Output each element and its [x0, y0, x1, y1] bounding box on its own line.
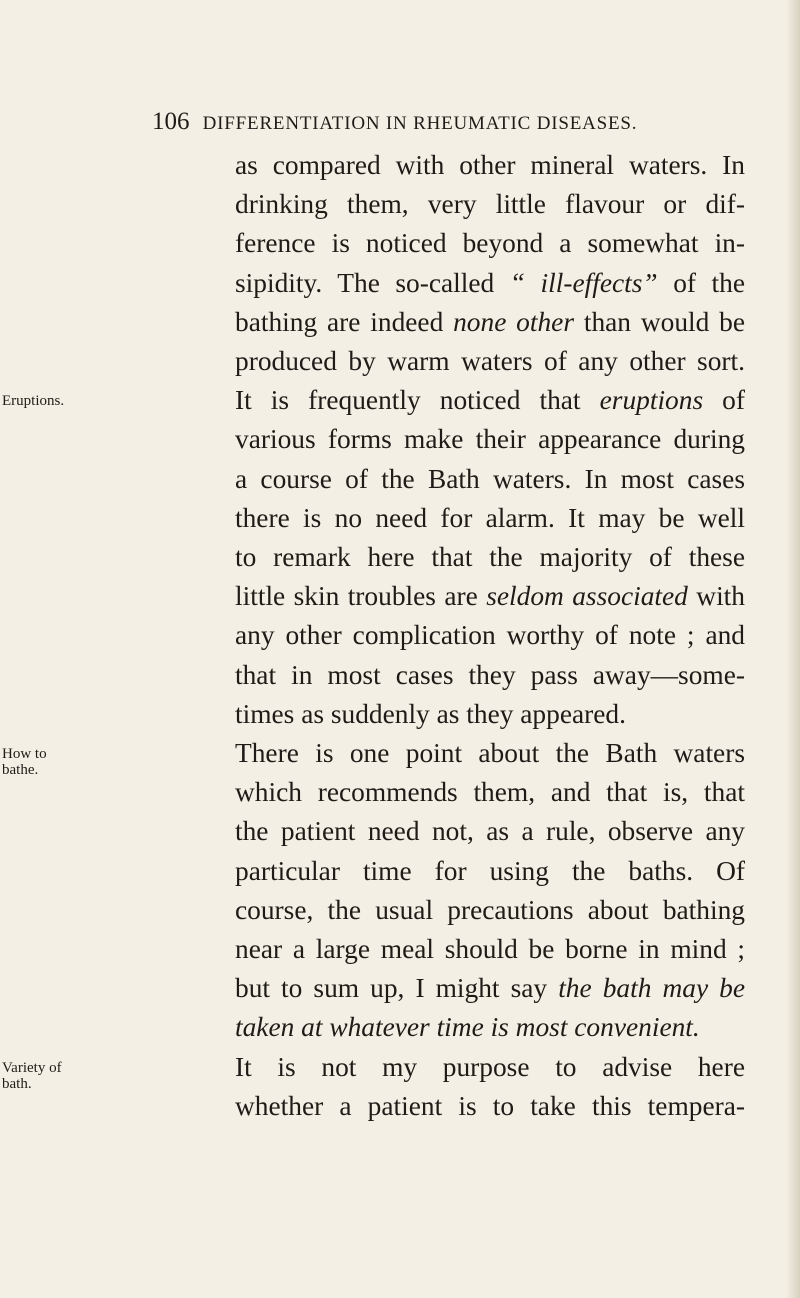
text-line-01: as compared with other mineral waters. In	[235, 150, 745, 180]
text-run: than would be	[574, 306, 745, 337]
text-line-25: whether a patient is to take this tempera-	[235, 1090, 745, 1121]
text-line-22	[235, 972, 745, 1004]
page-number: 106	[152, 108, 190, 135]
text-run: of	[703, 385, 745, 416]
italic-run: none other	[453, 306, 575, 337]
side-note-line: How to	[2, 746, 47, 762]
text-line-20: course, the usual precautions about bathing	[235, 894, 745, 925]
text-line-11: to remark here that the majority of these	[235, 542, 745, 572]
italic-run: seldom associated	[486, 581, 688, 612]
side-note-line: bathe.	[2, 762, 39, 778]
text-line-04	[235, 267, 745, 299]
italic-run: the bath may be	[558, 973, 746, 1004]
text-line-13: any other complication worthy of note ; and	[235, 620, 745, 651]
text-line-02: drinking them, very little flavour or dif-	[235, 189, 745, 220]
text-run: sipidity. The so-called	[235, 267, 510, 298]
side-note-how-to-bathe	[2, 746, 94, 778]
text-line-23	[235, 1011, 745, 1043]
text-run: bathing are indeed	[235, 306, 454, 337]
text-run: with	[687, 581, 745, 612]
text-line-19: particular time for using the baths. Of	[235, 855, 745, 886]
text-run: but to sum up, I might say	[235, 973, 559, 1004]
running-title: DIFFERENTIATION IN RHEUMATIC DISEASES.	[202, 113, 638, 134]
text-line-08: various forms make their appearance during	[235, 424, 745, 455]
text-line-17: which recommends them, and that is, that	[235, 777, 745, 808]
text-line-06: produced by warm waters of any other sort.	[235, 346, 745, 376]
text-run: It is frequently noticed that	[235, 385, 600, 416]
text-line-09: a course of the Bath waters. In most cases	[235, 463, 745, 494]
italic-run: eruptions	[599, 385, 704, 416]
text-line-21: near a large meal should be borne in mind ;	[235, 934, 745, 964]
text-line-12	[235, 580, 745, 612]
text-line-18: the patient need not, as a rule, observe any	[235, 816, 745, 847]
page-edge-shadow	[786, 0, 800, 1298]
text-line-03: ference is noticed beyond a somewhat in-	[235, 228, 745, 259]
page-header	[152, 108, 742, 136]
side-note-line: Variety of	[2, 1059, 62, 1076]
text-line-14: that in most cases they pass away—some-	[235, 659, 745, 690]
text-line-15: times as suddenly as they appeared.	[235, 698, 626, 729]
text-line-05	[235, 306, 745, 338]
text-run: little skin troubles are	[235, 581, 487, 612]
text-line-24: It is not my purpose to advise here	[235, 1051, 745, 1082]
text-run: of the	[657, 267, 745, 298]
text-line-10: there is no need for alarm. It may be well	[235, 502, 745, 533]
text-line-16: There is one point about the Bath waters	[235, 738, 745, 768]
italic-run: “ ill-effects”	[509, 267, 658, 298]
italic-run: taken at whatever time is most convenient.	[235, 1012, 700, 1043]
side-note-variety-of-bath	[2, 1060, 94, 1092]
side-note-eruptions-text: Eruptions.	[2, 393, 65, 410]
side-note-line: bath.	[2, 1075, 32, 1092]
side-note-eruptions	[2, 393, 94, 409]
text-line-07	[235, 384, 745, 416]
